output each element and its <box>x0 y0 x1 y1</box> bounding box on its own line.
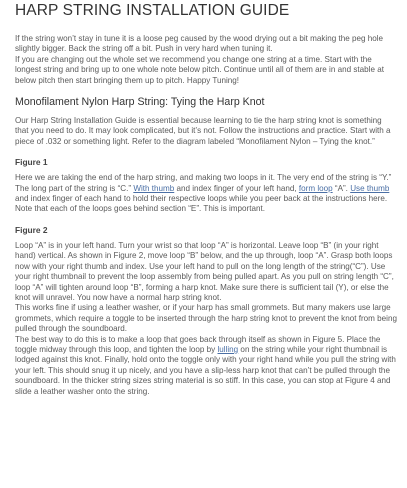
use-thumb-link[interactable]: Use thumb <box>350 183 390 193</box>
figure-2-paragraph-grommets: This works fine if using a leather washer, or if your harp has small grommets. But many makers use large grommets, which require a toggle to be inserted through the harp string knot to prevent the knot from being pulled through the soundboard. <box>15 303 397 334</box>
figure-1-body <box>15 173 397 215</box>
figure-2-toggle-text-a: The best way to do this is to make a loop that goes back through itself as shown in Figure 5. Place the toggle midway through this loop, and tighten the loop by <box>15 334 381 354</box>
figure-2-paragraph-loops: Loop “A” is in your left hand. Turn your wrist so that loop “A” is horizontal. Leave loop “B” (in your right hand) vertical. As shown in Figure 2, move loop “B” below, and the up through, loop “A”. Grasp both loops now with your right thumb and index. Use your left hand to pull on the long length of the string(“C”). Use your right thumbnail to prevent the loop assembly from being pulled apart. As you pull on string length “C”, loop “A” will tighten around loop “B”, forming a harp knot. Make sure there is sufficient tail (Y), or else the knot will unravel. You now have a normal harp string knot. <box>15 240 394 302</box>
figure-1-text-a: Here we are taking the end of the harp string, and making two loops in it. The very end of the string is “Y.” The long part of the string is “C.” <box>15 173 392 193</box>
figure-2-paragraph-toggle <box>15 335 397 397</box>
figure-1-paragraph <box>15 173 397 215</box>
with-thumb-link[interactable]: With thumb <box>133 183 175 193</box>
section-title: Monofilament Nylon Harp String: Tying the Harp Knot <box>15 96 265 109</box>
page-title: HARP STRING INSTALLATION GUIDE <box>15 2 290 19</box>
figure-1-text-b: and index finger of your left hand, <box>174 183 299 193</box>
form-loop-link[interactable]: form loop <box>298 183 333 193</box>
section-intro <box>15 116 397 147</box>
figure-2-toggle-text-b: on the string while your right thumbnail is lodged against this knot. Finally, hold onto the toggle only with your right hand while you pull the string with your left. This should snug it up nicely, and you have a slip-less harp knot that can’t be pulled through the soundboard. In the thicker string sizes string material is so stiff. In this case, you can stop at Figure 4 and slide a leather washer onto the string. <box>15 344 396 396</box>
intro-section <box>15 34 397 86</box>
figure-1-text-d: and index finger of each hand to hold their respective loops while you peer back at the instructions here. Note that each of the loops goes behind section “E”. This is important. <box>15 194 388 214</box>
figure-1-text-c: “A”. <box>332 183 351 193</box>
lulling-link[interactable]: lulling <box>217 344 239 354</box>
figure-1-heading: Figure 1 <box>15 157 48 168</box>
intro-paragraph-tuning: If the string won’t stay in tune it is a loose peg caused by the wood drying out a bit making the peg hole slightly bigger. Back the string off a bit. Push in very hard when tuning it. <box>15 34 384 54</box>
figure-2-body <box>15 241 397 397</box>
intro-paragraph-changing-set: If you are changing out the whole set we recommend you change one string at a time. Start with the longest string and bring up to one whole note below pitch. Continue until all of them are in and stable at below pitch then start bringing them up to pitch. Happy Tuning! <box>15 54 384 85</box>
figure-2-heading: Figure 2 <box>15 224 48 235</box>
section-intro-paragraph: Our Harp String Installation Guide is essential because learning to tie the harp string knot is something that you need to do. It may look complicated, but it’s not. Follow the instructions and practice. Start with a piece of .032 or something light. Refer to the diagram labeled “Monofilament Nylon – Tying the knot.” <box>15 116 391 146</box>
